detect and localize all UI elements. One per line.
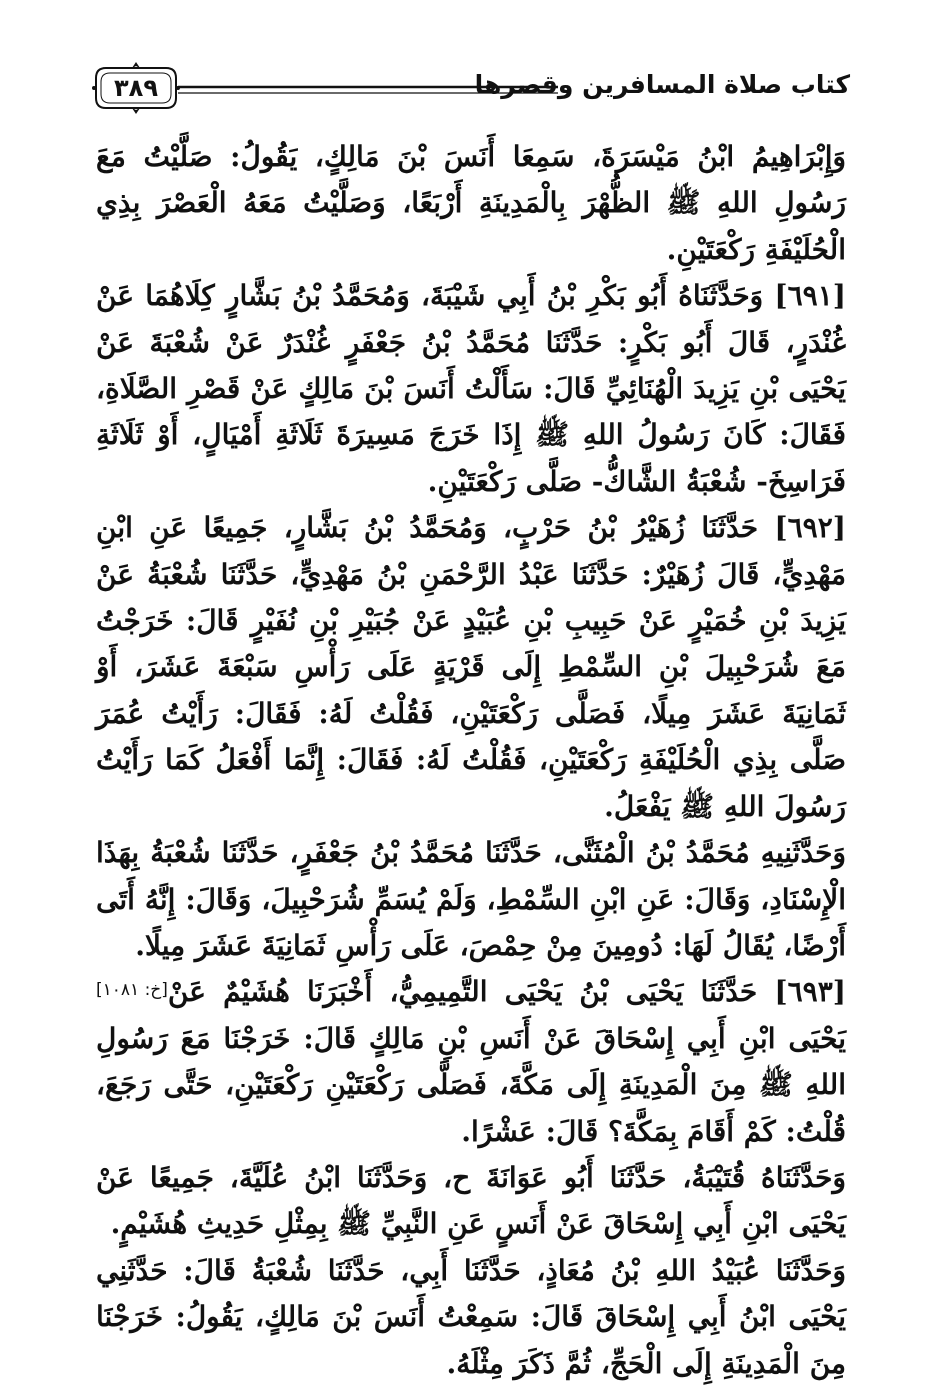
hadith-text: [96, 134, 846, 1387]
paragraph: وَحَدَّثَنِيهِ مُحَمَّدُ بْنُ الْمُثَنَّى، حَدَّثَنَا مُحَمَّدُ بْنُ جَعْفَرٍ، حَدَّثَنَا شُعْبَةُ بِهَذَا الْإِسْنَادِ، وَقَالَ: عَنِ ابْنِ السِّمْطِ، وَلَمْ يُسَمِّ شُرَحْبِيلَ، وَقَالَ: إِنَّهُ أَتَى أَرْضًا، يُقَالُ لَهَا: دُومِينَ مِنْ حِمْصَ، عَلَى رَأْسِ ثَمَانِيَةَ عَشَرَ مِيلًا.: [96, 836, 846, 962]
page-number: ٣٨٩: [114, 74, 158, 102]
book-title: كتاب صلاة المسافرين وقصرها: [474, 70, 850, 99]
paragraph: وَحَدَّثَنَا عُبَيْدُ اللهِ بْنُ مُعَاذٍ، حَدَّثَنَا أَبِي، حَدَّثَنَا شُعْبَةُ قَالَ: حَدَّثَنِي يَحْيَى ابْنُ أَبِي إِسْحَاقَ قَالَ: سَمِعْتُ أَنَسَ بْنَ مَالِكٍ، يَقُولُ: خَرَجْنَا مِنَ الْمَدِينَةِ إِلَى الْحَجِّ، ثُمَّ ذَكَرَ مِثْلَهُ.: [96, 1253, 846, 1380]
paragraph: وَحَدَّثَنَاهُ قُتَيْبَةُ، حَدَّثَنَا أَبُو عَوَانَةَ ح، وَحَدَّثَنَا ابْنُ عُلَيَّةَ، جَمِيعًا عَنْ يَحْيَى ابْنِ أَبِي إِسْحَاقَ عَنْ أَنَسٍ عَنِ النَّبِيِّ ﷺ بِمِثْلِ حَدِيثِ هُشَيْمٍ.: [96, 1160, 846, 1241]
page-header: [92, 60, 850, 116]
paragraph-hadith-692: [٦٩٢] حَدَّثَنَا زُهَيْرُ بْنُ حَرْبٍ، وَمُحَمَّدُ بْنُ بَشَّارٍ، جَمِيعًا عَنِ ابْنِ مَهْدِيٍّ، قَالَ زُهَيْرٌ: حَدَّثَنَا عَبْدُ الرَّحْمَنِ بْنُ مَهْدِيٍّ، حَدَّثَنَا شُعْبَةُ عَنْ يَزِيدَ بْنِ خُمَيْرٍ عَنْ حَبِيبِ بْنِ عُبَيْدٍ عَنْ جُبَيْرِ بْنِ نُفَيْرٍ قَالَ: خَرَجْتُ مَعَ شُرَحْبِيلَ بْنِ السِّمْطِ إِلَى قَرْيَةٍ عَلَى رَأْسِ سَبْعَةَ عَشَرَ، أَوْ ثَمَانِيَةَ عَشَرَ مِيلًا، فَصَلَّى رَكْعَتَيْنِ، فَقُلْتُ لَهُ: فَقَالَ: رَأَيْتُ عُمَرَ صَلَّى بِذِي الْحُلَيْفَةِ رَكْعَتَيْنِ، فَقُلْتُ لَهُ: فَقَالَ: إِنَّمَا أَفْعَلُ كَمَا رَأَيْتُ رَسُولَ اللهِ ﷺ يَفْعَلُ.: [96, 511, 846, 823]
paragraph: وَإِبْرَاهِيمُ ابْنُ مَيْسَرَةَ، سَمِعَا أَنَسَ بْنَ مَالِكٍ، يَقُولُ: صَلَّيْتُ مَعَ رَسُولِ اللهِ ﷺ الظُّهْرَ بِالْمَدِينَةِ أَرْبَعًا، وَصَلَّيْتُ مَعَهُ الْعَصْرَ بِذِي الْحُلَيْفَةِ رَكْعَتَيْنِ.: [96, 140, 846, 266]
paragraph-text: [٦٩٣] حَدَّثَنَا يَحْيَى بْنُ يَحْيَى التَّمِيمِيُّ، أَخْبَرَنَا هُشَيْمٌ عَنْ يَحْيَى ابْنِ أَبِي إِسْحَاقَ عَنْ أَنَسِ بْنِ مَالِكٍ قَالَ: خَرَجْنَا مَعَ رَسُولِ اللهِ ﷺ مِنَ الْمَدِينَةِ إِلَى مَكَّةَ، فَصَلَّى رَكْعَتَيْنِ رَكْعَتَيْنِ، حَتَّى رَجَعَ، قُلْتُ: كَمْ أَقَامَ بِمَكَّةَ؟ قَالَ: عَشْرًا.: [96, 975, 846, 1148]
header-rule: [178, 84, 558, 96]
page-number-frame: [92, 60, 180, 116]
paragraph-hadith-693: [96, 969, 846, 1155]
cross-reference: [خ: ١٠٨١]: [96, 980, 168, 1001]
paragraph-hadith-691: [٦٩١] وَحَدَّثَنَاهُ أَبُو بَكْرِ بْنُ أَبِي شَيْبَةَ، وَمُحَمَّدُ بْنُ بَشَّارٍ كِلَاهُمَا عَنْ غُنْدَرٍ، قَالَ أَبُو بَكْرٍ: حَدَّثَنَا مُحَمَّدُ بْنُ جَعْفَرٍ غُنْدَرٌ عَنْ شُعْبَةَ عَنْ يَحْيَى بْنِ يَزِيدَ الْهُنَائِيِّ قَالَ: سَأَلْتُ أَنَسَ بْنَ مَالِكٍ عَنْ قَصْرِ الصَّلَاةِ، فَقَالَ: كَانَ رَسُولُ اللهِ ﷺ إِذَا خَرَجَ مَسِيرَةَ ثَلَاثَةِ أَمْيَالٍ، أَوْ ثَلَاثَةِ فَرَاسِخَ- شُعْبَةُ الشَّاكُّ- صَلَّى رَكْعَتَيْنِ.: [96, 279, 846, 498]
